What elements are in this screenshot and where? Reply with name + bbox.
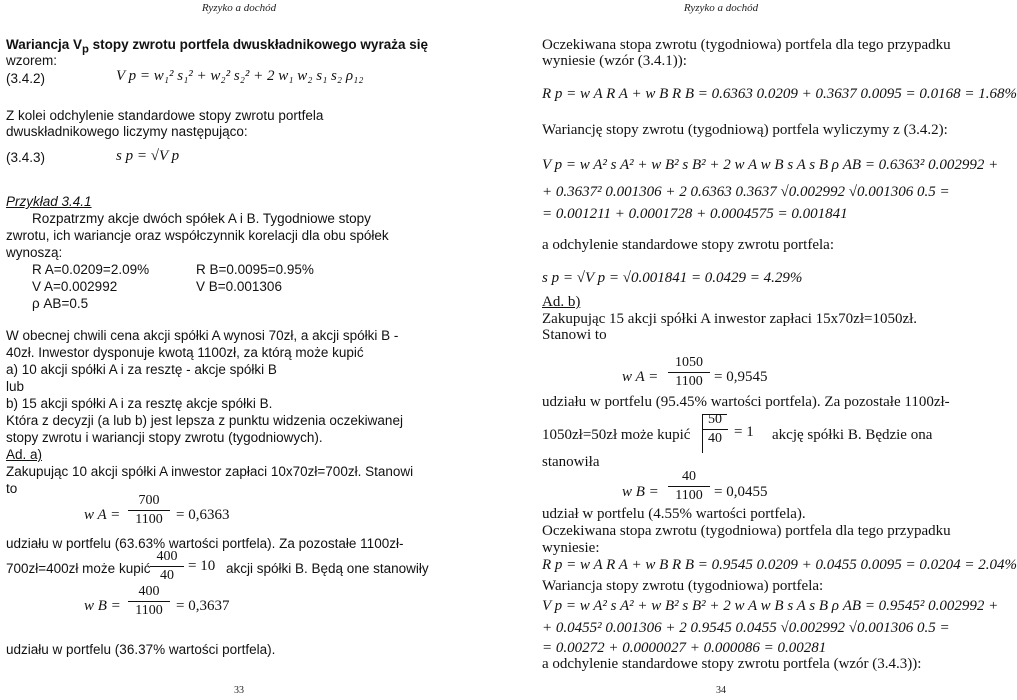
wb-b-fraction	[668, 469, 710, 504]
right-line-2: wyniesie (wzór (3.4.1)):	[542, 53, 687, 69]
vp-case-b-line-2: + 0.0455² 0.001306 + 2 0.9545 0.0455 √0.002992 √0.001306 0.5 =	[542, 620, 950, 636]
vp-case-a-line-3: = 0.001211 + 0.0001728 + 0.0004575 = 0.001841	[542, 206, 848, 222]
ad-b-line-10: a odchylenie standardowe stopy zwrotu portfela (wzór (3.4.3)):	[542, 656, 922, 672]
fraction-bar	[702, 429, 728, 430]
wb-result: = 0,3637	[176, 598, 230, 614]
page-34	[482, 0, 1017, 700]
ad-b-line-1: Zakupując 15 akcji spółki A inwestor zapłaci 15x70zł=1050zł.	[542, 311, 918, 327]
page-number: 34	[716, 685, 726, 696]
wb-denominator: 1100	[135, 603, 163, 618]
ad-a-title: Ad. a)	[6, 447, 43, 462]
wb-b-lhs: w B =	[622, 484, 659, 500]
wb-lhs: w B =	[84, 598, 121, 614]
ad-b-line-2: Stanowi to	[542, 327, 607, 343]
fraction-bar	[668, 486, 710, 487]
running-header: Ryzyko a dochód	[683, 2, 759, 14]
ad-b-line-4-post: akcję spółki B. Będzie ona	[772, 427, 933, 443]
a4-denominator: 40	[160, 568, 174, 583]
question-line-5: b) 15 akcji spółki A i za resztę akcje spółki B.	[6, 396, 273, 411]
para2-line-1: Z kolei odchylenie standardowe stopy zwrotu portfela	[6, 108, 324, 123]
b4-fraction	[702, 412, 728, 447]
vp-case-a-line-1: V p = w A² s A² + w B² s B² + 2 w A w B s A s B ρ AB = 0.6363² 0.002992 +	[542, 157, 999, 173]
fraction-bar	[128, 601, 170, 602]
example-line-3: wynoszą:	[6, 245, 63, 260]
ad-b-line-7: Oczekiwana stopa zwrotu (tygodniowa) portfela dla tego przypadku	[542, 523, 951, 539]
wa-b-numerator: 1050	[675, 355, 703, 370]
value-rho: ρ AB=0.5	[32, 296, 89, 311]
ad-a-line-2: to	[6, 481, 18, 496]
ad-a-line-1: Zakupując 10 akcji spółki A inwestor zapłaci 10x70zł=700zł. Stanowi	[6, 464, 414, 479]
sp-case-a: s p = √V p = √0.001841 = 0.0429 = 4.29%	[542, 270, 803, 286]
ad-b-line-6: udział w portfelu (4.55% wartości portfela).	[542, 506, 806, 522]
example-title: Przykład 3.4.1	[6, 194, 92, 209]
running-header: Ryzyko a dochód	[201, 2, 277, 14]
wb-b-numerator: 40	[682, 469, 696, 484]
equation-3-4-3: s p = √V p	[116, 148, 180, 164]
wb-numerator: 400	[138, 584, 160, 599]
a4-numerator: 400	[156, 549, 178, 564]
wa-b-denominator: 1100	[675, 374, 703, 389]
right-line-4: a odchylenie standardowe stopy zwrotu portfela:	[542, 237, 834, 253]
b4-denominator: 40	[708, 431, 722, 446]
wa-denominator: 1100	[135, 512, 163, 527]
wa-lhs: w A =	[84, 507, 121, 523]
intro-rest: stopy zwrotu portfela dwuskładnikowego wyraża się	[88, 37, 428, 52]
b4-numerator: 50	[708, 412, 722, 427]
ad-a-line-3: udziału w portfelu (63.63% wartości portfela). Za pozostałe 1100zł-	[6, 536, 404, 551]
ad-b-line-5: stanowiła	[542, 454, 600, 470]
ad-a-line-4-pre: 700zł=400zł może kupić	[6, 561, 151, 576]
intro-line-1	[6, 36, 428, 59]
intro-sub: p	[82, 43, 89, 56]
equation-3-4-2: V p = w₁² s₁² + w₂² s₂² + 2 w₁ w₂ s₁ s₂ ρ₁₂	[116, 68, 364, 84]
wa-result: = 0,6363	[176, 507, 230, 523]
fraction-bar	[128, 510, 170, 511]
b4-equals: = 1	[734, 424, 754, 440]
vp-case-b-line-1: V p = w A² s A² + w B² s B² + 2 w A w B s A s B ρ AB = 0.9545² 0.002992 +	[542, 598, 999, 614]
wa-b-lhs: w A =	[622, 369, 659, 385]
wb-fraction	[128, 584, 170, 619]
value-ra: R A=0.0209=2.09%	[32, 262, 150, 277]
wb-b-result: = 0,0455	[714, 484, 768, 500]
wa-numerator: 700	[138, 493, 160, 508]
fraction-bar	[668, 372, 710, 373]
value-vb: V B=0.001306	[196, 279, 282, 294]
eq-3-4-2-label: (3.4.2)	[6, 71, 46, 86]
ad-a-line-5: udziału w portfelu (36.37% wartości portfela).	[6, 642, 276, 657]
eq-3-4-3-label: (3.4.3)	[6, 150, 46, 165]
vp-case-a-line-2: + 0.3637² 0.001306 + 2 0.6363 0.3637 √0.002992 √0.001306 0.5 =	[542, 184, 950, 200]
ad-a-line-4-post: akcji spółki B. Będą one stanowiły	[226, 561, 429, 576]
question-line-2: 40zł. Inwestor dysponuje kwotą 1100zł, za którą może kupić	[6, 345, 364, 360]
intro-line-2: wzorem:	[6, 53, 58, 68]
ad-b-line-3: udziału w portfelu (95.45% wartości portfela). Za pozostałe 1100zł-	[542, 394, 950, 410]
intro-text: Wariancja V	[6, 37, 83, 52]
ad-b-line-9: Wariancja stopy zwrotu (tygodniowa) portfela:	[542, 578, 824, 594]
fraction-bar	[150, 566, 184, 567]
rp-case-a: R p = w A R A + w B R B = 0.6363 0.0209 + 0.3637 0.0095 = 0.0168 = 1.68%	[542, 86, 1017, 102]
question-line-7: stopy zwrotu i wariancji stopy zwrotu (tygodniowych).	[6, 430, 323, 445]
question-line-1: W obecnej chwili cena akcji spółki A wynosi 70zł, a akcji spółki B -	[6, 328, 399, 343]
page-33	[0, 0, 478, 700]
page-number: 33	[234, 685, 244, 696]
right-line-1: Oczekiwana stopa zwrotu (tygodniowa) portfela dla tego przypadku	[542, 37, 951, 53]
para2-line-2: dwuskładnikowego liczymy następująco:	[6, 124, 248, 139]
value-va: V A=0.002992	[32, 279, 118, 294]
example-line-1: Rozpatrzmy akcje dwóch spółek A i B. Tygodniowe stopy	[32, 211, 371, 226]
wa-b-result: = 0,9545	[714, 369, 768, 385]
wa-fraction	[128, 493, 170, 528]
wa-b-fraction	[668, 355, 710, 390]
ad-b-line-8: wyniesie:	[542, 540, 600, 556]
vp-case-b-line-3: = 0.00272 + 0.0000027 + 0.000086 = 0.00281	[542, 640, 827, 656]
example-line-2: zwrotu, ich wariancje oraz współczynnik korelacji dla obu spółek	[6, 228, 389, 243]
question-line-4: lub	[6, 379, 25, 394]
rp-case-b: R p = w A R A + w B R B = 0.9545 0.0209 + 0.0455 0.0095 = 0.0204 = 2.04%	[542, 557, 1017, 573]
wb-b-denominator: 1100	[675, 488, 703, 503]
question-line-6: Która z decyzji (a lub b) jest lepsza z punktu widzenia oczekiwanej	[6, 413, 403, 428]
a4-equals: = 10	[188, 558, 216, 574]
ad-b-title: Ad. b)	[542, 294, 581, 310]
a4-fraction	[150, 549, 184, 584]
right-line-3: Wariancję stopy zwrotu (tygodniową) portfela wyliczymy z (3.4.2):	[542, 122, 948, 138]
value-rb: R B=0.0095=0.95%	[196, 262, 314, 277]
question-line-3: a) 10 akcji spółki A i za resztę - akcje spółki B	[6, 362, 277, 377]
ad-b-line-4-pre: 1050zł=50zł może kupić	[542, 427, 691, 443]
